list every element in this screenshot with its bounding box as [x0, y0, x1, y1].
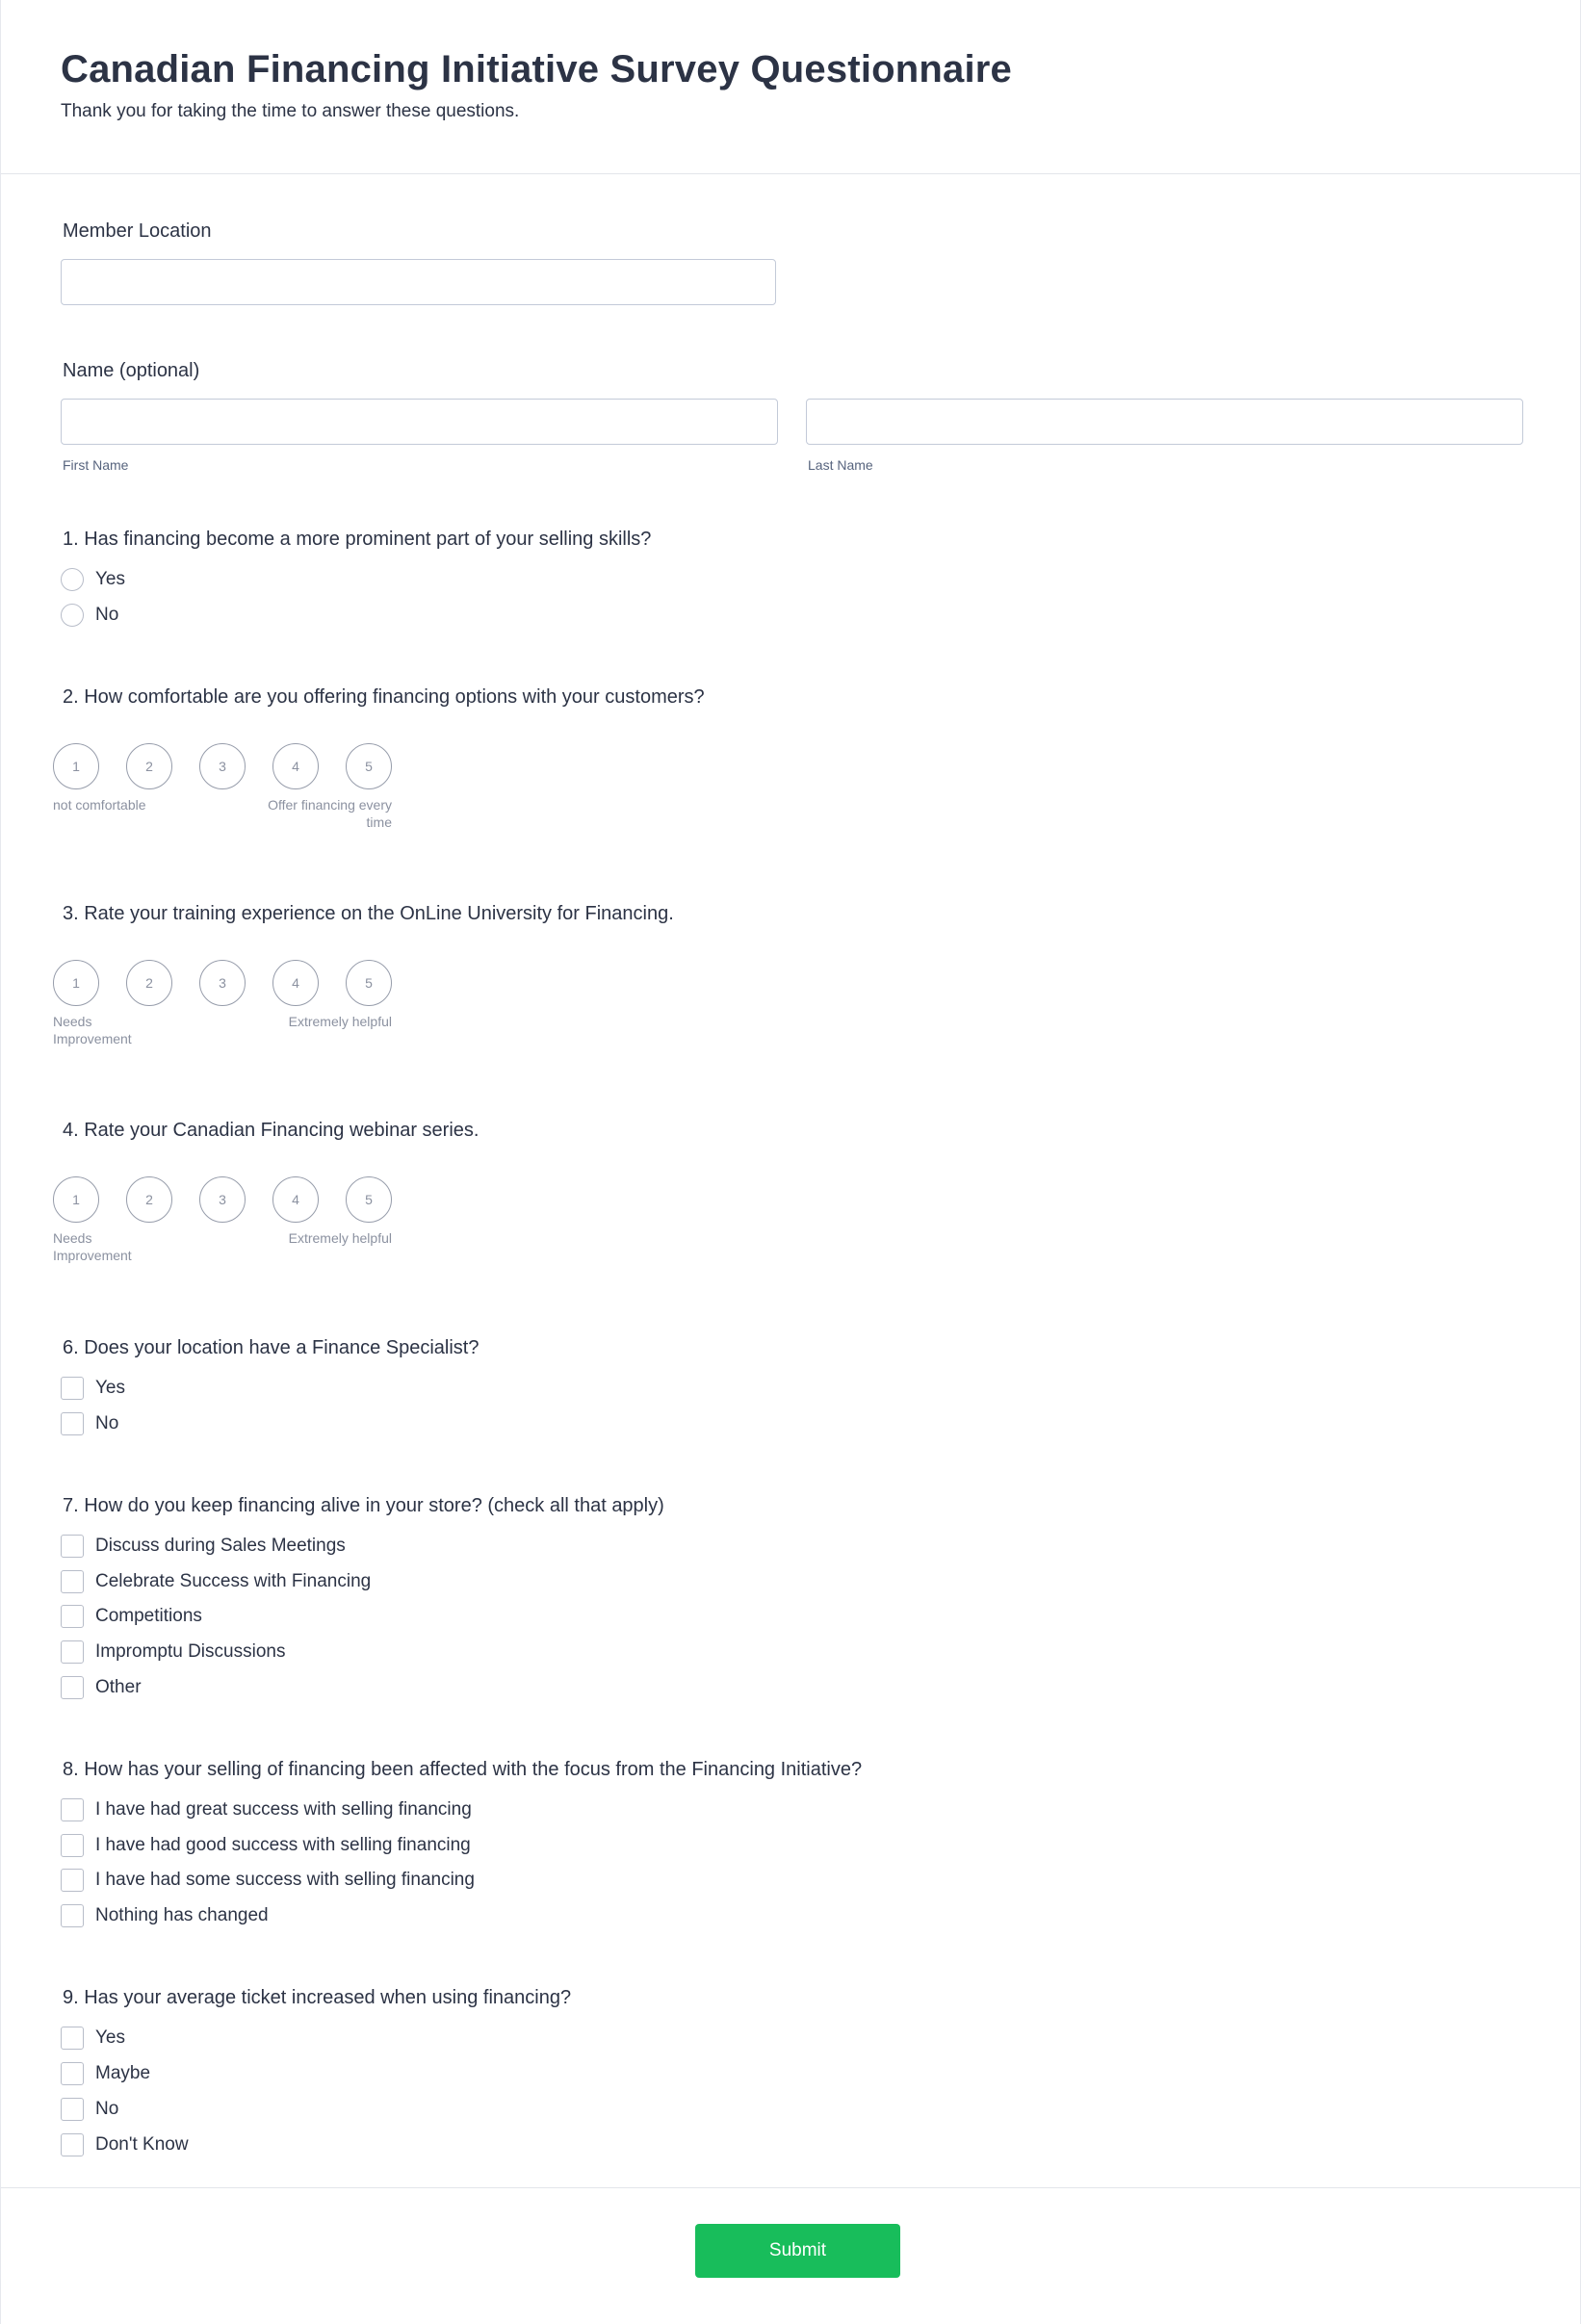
q1-option-no[interactable] — [61, 604, 118, 627]
q4-label: 4. Rate your Canadian Financing webinar series. — [63, 1120, 479, 1141]
q3-low-label: Needs Improvement — [53, 1014, 132, 1046]
option-label: Impromptu Discussions — [95, 1641, 286, 1662]
name-label: Name (optional) — [63, 360, 200, 381]
q9-option-dont-know[interactable] — [61, 2133, 189, 2156]
q8-option-great-success[interactable] — [61, 1798, 472, 1821]
q3-scale-1[interactable]: 1 — [53, 960, 99, 1006]
q6-label: 6. Does your location have a Finance Specialist? — [63, 1337, 479, 1358]
member-location-label: Member Location — [63, 220, 212, 242]
q8-option-good-success[interactable] — [61, 1834, 471, 1857]
q8-option-some-success[interactable] — [61, 1869, 475, 1892]
q4-scale-5[interactable]: 5 — [346, 1176, 392, 1223]
q4-scale-2[interactable]: 2 — [126, 1176, 172, 1223]
form-header — [1, 0, 1580, 174]
option-label: Celebrate Success with Financing — [95, 1571, 372, 1591]
q2-high-label: Offer financing every time — [268, 797, 392, 830]
q6-option-yes[interactable] — [61, 1377, 125, 1400]
option-label: No — [95, 2099, 119, 2119]
q8-label: 8. How has your selling of financing been affected with the focus from the Financing Initiative? — [63, 1759, 863, 1780]
option-label: Nothing has changed — [95, 1905, 269, 1925]
q1-label: 1. Has financing become a more prominent part of your selling skills? — [63, 529, 652, 550]
submit-button[interactable]: Submit — [695, 2224, 900, 2278]
checkbox[interactable] — [61, 1535, 84, 1558]
checkbox[interactable] — [61, 1834, 84, 1857]
q3-scale-5[interactable]: 5 — [346, 960, 392, 1006]
q6-option-no[interactable] — [61, 1412, 118, 1435]
option-label: Competitions — [95, 1606, 202, 1626]
checkbox[interactable] — [61, 1640, 84, 1664]
checkbox[interactable] — [61, 2062, 84, 2085]
q3-high-label: Extremely helpful — [288, 1014, 392, 1029]
option-label: Yes — [95, 1378, 125, 1398]
q3-scale-4[interactable]: 4 — [272, 960, 319, 1006]
q2-low-label: not comfortable — [53, 797, 146, 813]
option-label: No — [95, 605, 119, 625]
checkbox[interactable] — [61, 1676, 84, 1699]
form-subtitle: Thank you for taking the time to answer these questions. — [61, 101, 520, 121]
checkbox[interactable] — [61, 1412, 84, 1435]
q8-option-nothing-changed[interactable] — [61, 1904, 269, 1927]
q4-scale-4[interactable]: 4 — [272, 1176, 319, 1223]
checkbox[interactable] — [61, 1377, 84, 1400]
checkbox[interactable] — [61, 1869, 84, 1892]
q4-low-label: Needs Improvement — [53, 1230, 132, 1263]
q7-option-sales-meetings[interactable] — [61, 1535, 346, 1558]
option-label: Maybe — [95, 2063, 151, 2083]
option-label: I have had great success with selling financing — [95, 1799, 472, 1820]
q9-option-yes[interactable] — [61, 2027, 125, 2050]
checkbox[interactable] — [61, 1904, 84, 1927]
option-label: Yes — [95, 2027, 125, 2048]
q7-option-other[interactable] — [61, 1676, 142, 1699]
q2-scale-1[interactable]: 1 — [53, 743, 99, 789]
q2-scale-5[interactable]: 5 — [346, 743, 392, 789]
option-label: Discuss during Sales Meetings — [95, 1536, 346, 1556]
q4-scale-3[interactable]: 3 — [199, 1176, 246, 1223]
q7-label: 7. How do you keep financing alive in your store? (check all that apply) — [63, 1495, 664, 1516]
q4-high-label: Extremely helpful — [288, 1230, 392, 1246]
q1-option-yes[interactable] — [61, 568, 125, 591]
member-location-input[interactable] — [61, 259, 776, 305]
q4-scale-1[interactable]: 1 — [53, 1176, 99, 1223]
q3-scale-3[interactable]: 3 — [199, 960, 246, 1006]
option-label: Don't Know — [95, 2134, 189, 2155]
checkbox[interactable] — [61, 2027, 84, 2050]
option-label: Other — [95, 1677, 142, 1697]
option-label: I have had good success with selling financing — [95, 1835, 471, 1855]
checkbox[interactable] — [61, 2133, 84, 2156]
radio-button[interactable] — [61, 568, 84, 591]
q2-scale-4[interactable]: 4 — [272, 743, 319, 789]
q7-option-celebrate-success[interactable] — [61, 1570, 371, 1593]
option-label: No — [95, 1413, 119, 1433]
form-title: Canadian Financing Initiative Survey Questionnaire — [61, 48, 1013, 90]
last-name-input[interactable] — [806, 399, 1523, 445]
checkbox[interactable] — [61, 1798, 84, 1821]
q7-option-impromptu[interactable] — [61, 1640, 285, 1664]
first-name-sublabel: First Name — [63, 457, 129, 473]
q2-scale-3[interactable]: 3 — [199, 743, 246, 789]
radio-button[interactable] — [61, 604, 84, 627]
checkbox[interactable] — [61, 1570, 84, 1593]
option-label: Yes — [95, 569, 125, 589]
q7-option-competitions[interactable] — [61, 1605, 202, 1628]
q2-scale-2[interactable]: 2 — [126, 743, 172, 789]
last-name-sublabel: Last Name — [808, 457, 873, 473]
q9-option-no[interactable] — [61, 2098, 118, 2121]
checkbox[interactable] — [61, 1605, 84, 1628]
option-label: I have had some success with selling financing — [95, 1870, 475, 1890]
footer-divider — [1, 2187, 1580, 2188]
first-name-input[interactable] — [61, 399, 778, 445]
checkbox[interactable] — [61, 2098, 84, 2121]
q3-scale-2[interactable]: 2 — [126, 960, 172, 1006]
q9-option-maybe[interactable] — [61, 2062, 150, 2085]
q2-label: 2. How comfortable are you offering financing options with your customers? — [63, 686, 705, 708]
q9-label: 9. Has your average ticket increased when using financing? — [63, 1987, 572, 2008]
q3-label: 3. Rate your training experience on the OnLine University for Financing. — [63, 903, 674, 924]
